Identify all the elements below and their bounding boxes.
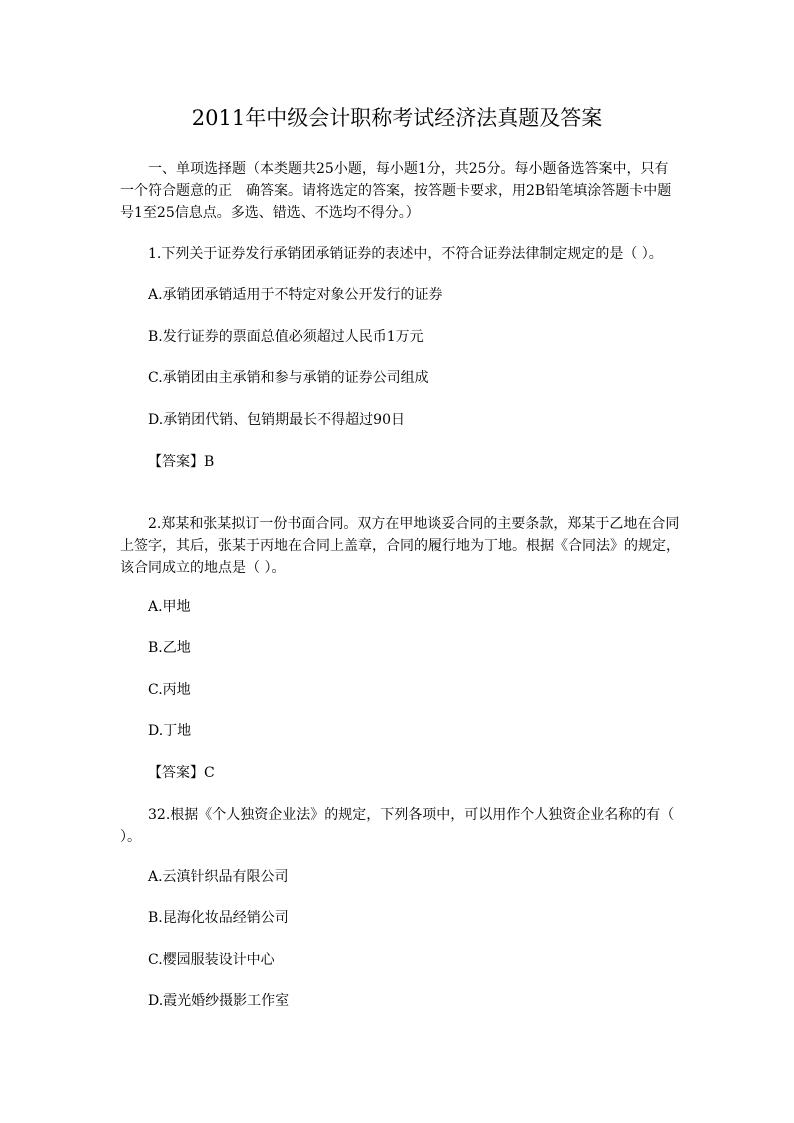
question-32-option-b: B.昆海化妆品经销公司 bbox=[148, 910, 289, 926]
question-1-option-c: C.承销团由主承销和参与承销的证券公司组成 bbox=[148, 370, 429, 386]
section-intro: 一、单项选择题（本类题共25小题，每小题1分，共25分。每小题备选答案中，只有一个符合题意的正 确答案。请将选定的答案，按答题卡要求，用2B铅笔填涂答题卡中题号1至25信息点。多选、错选、不选均不得分。） bbox=[120, 161, 672, 221]
question-1-answer: 【答案】B bbox=[148, 454, 215, 470]
question-32-stem: 32.根据《个人独资企业法》的规定，下列各项中，可以用作个人独资企业名称的有（ ）。 bbox=[120, 807, 675, 845]
question-1-option-d: D.承销团代销、包销期最长不得超过90日 bbox=[148, 412, 405, 428]
question-2-option-b: B.乙地 bbox=[148, 640, 191, 656]
question-1-option-b: B.发行证券的票面总值必须超过人民币1万元 bbox=[148, 329, 424, 345]
question-32-option-d: D.霞光婚纱摄影工作室 bbox=[148, 993, 290, 1009]
question-2-stem: 2.郑某和张某拟订一份书面合同。双方在甲地谈妥合同的主要条款，郑某于乙地在合同上签字，其后，张某于丙地在合同上盖章，合同的履行地为丁地。根据《合同法》的规定，该合同成立的地点是（ ）。 bbox=[120, 516, 680, 576]
question-1-option-a: A.承销团承销适用于不特定对象公开发行的证券 bbox=[148, 287, 443, 303]
question-1-stem: 1.下列关于证券发行承销团承销证券的表述中，不符合证券法律制定规定的是（ ）。 bbox=[148, 246, 663, 262]
question-2-option-d: D.丁地 bbox=[148, 723, 192, 739]
document-title: 2011年中级会计职称考试经济法真题及答案 bbox=[191, 106, 603, 130]
question-32-option-c: C.樱园服装设计中心 bbox=[148, 952, 275, 968]
question-2-option-c: C.丙地 bbox=[148, 682, 191, 698]
question-32-option-a: A.云滇针织品有限公司 bbox=[148, 869, 289, 885]
question-2-option-a: A.甲地 bbox=[148, 599, 191, 615]
question-2-answer: 【答案】C bbox=[148, 765, 215, 781]
